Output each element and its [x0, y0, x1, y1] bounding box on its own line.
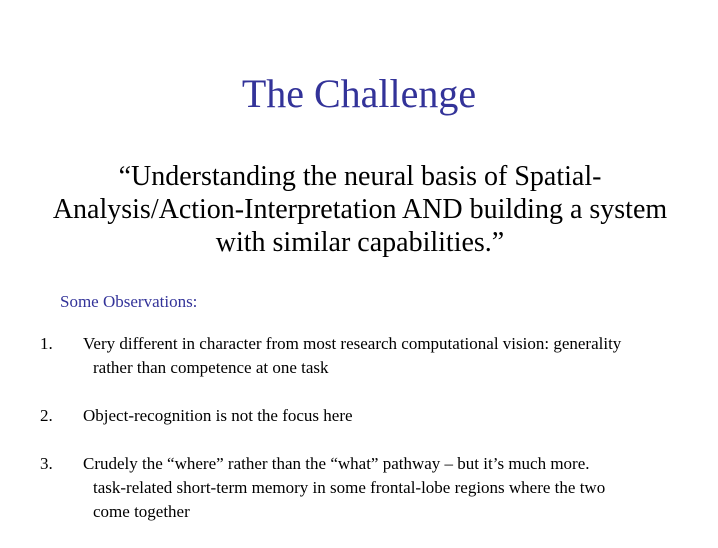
observation-item-1 — [40, 332, 718, 380]
observation-item-3 — [40, 452, 718, 524]
observation-text: Crudely the “where” rather than the “what” pathway – but it’s much more. — [83, 454, 590, 473]
observation-number: 2. — [40, 406, 53, 425]
observation-text: Object-recognition is not the focus here — [83, 406, 353, 425]
quote-text: “Understanding the neural basis of Spatial-Analysis/Action-Interpretation AND building a system with similar capabilities.” — [52, 161, 668, 258]
observations-list — [40, 332, 718, 548]
observation-text-continued: task-related short-term memory in some frontal-lobe regions where the two — [93, 478, 606, 497]
observation-item-2 — [40, 404, 718, 428]
observation-text-continued: rather than competence at one task — [93, 358, 329, 377]
observations-heading: Some Observations: — [60, 292, 198, 311]
observation-number: 1. — [40, 334, 53, 353]
slide-title: The Challenge — [241, 71, 477, 116]
observation-text: Very different in character from most research computational vision: generality — [83, 334, 622, 353]
observation-number: 3. — [40, 454, 53, 473]
observation-text-continued: come together — [93, 502, 190, 521]
